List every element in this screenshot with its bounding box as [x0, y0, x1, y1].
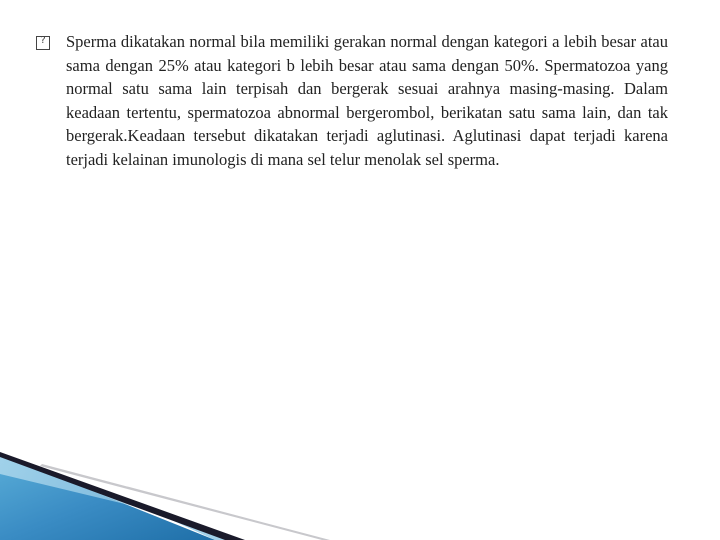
- corner-decoration: [0, 440, 720, 540]
- bullet-text: Sperma dikatakan normal bila memiliki gerakan normal dengan kategori a lebih besar atau sama dengan 25% atau kategori b lebih besar atau sama dengan 50%. Spermatozoa yang normal satu sama lain terpisah dan bergerak sesuai arahnya masing-masing. Dalam keadaan tertentu, spermatozoa abnormal bergerombol, berikatan satu sama lain, dan tak bergerak.Keadaan tersebut dikatakan terjadi aglutinasi. Aglutinasi dapat terjadi karena terjadi kelainan imunologis di mana sel telur menolak sel sperma.: [66, 32, 668, 169]
- square-bullet-icon: [36, 36, 50, 50]
- bullet-item: [36, 30, 670, 172]
